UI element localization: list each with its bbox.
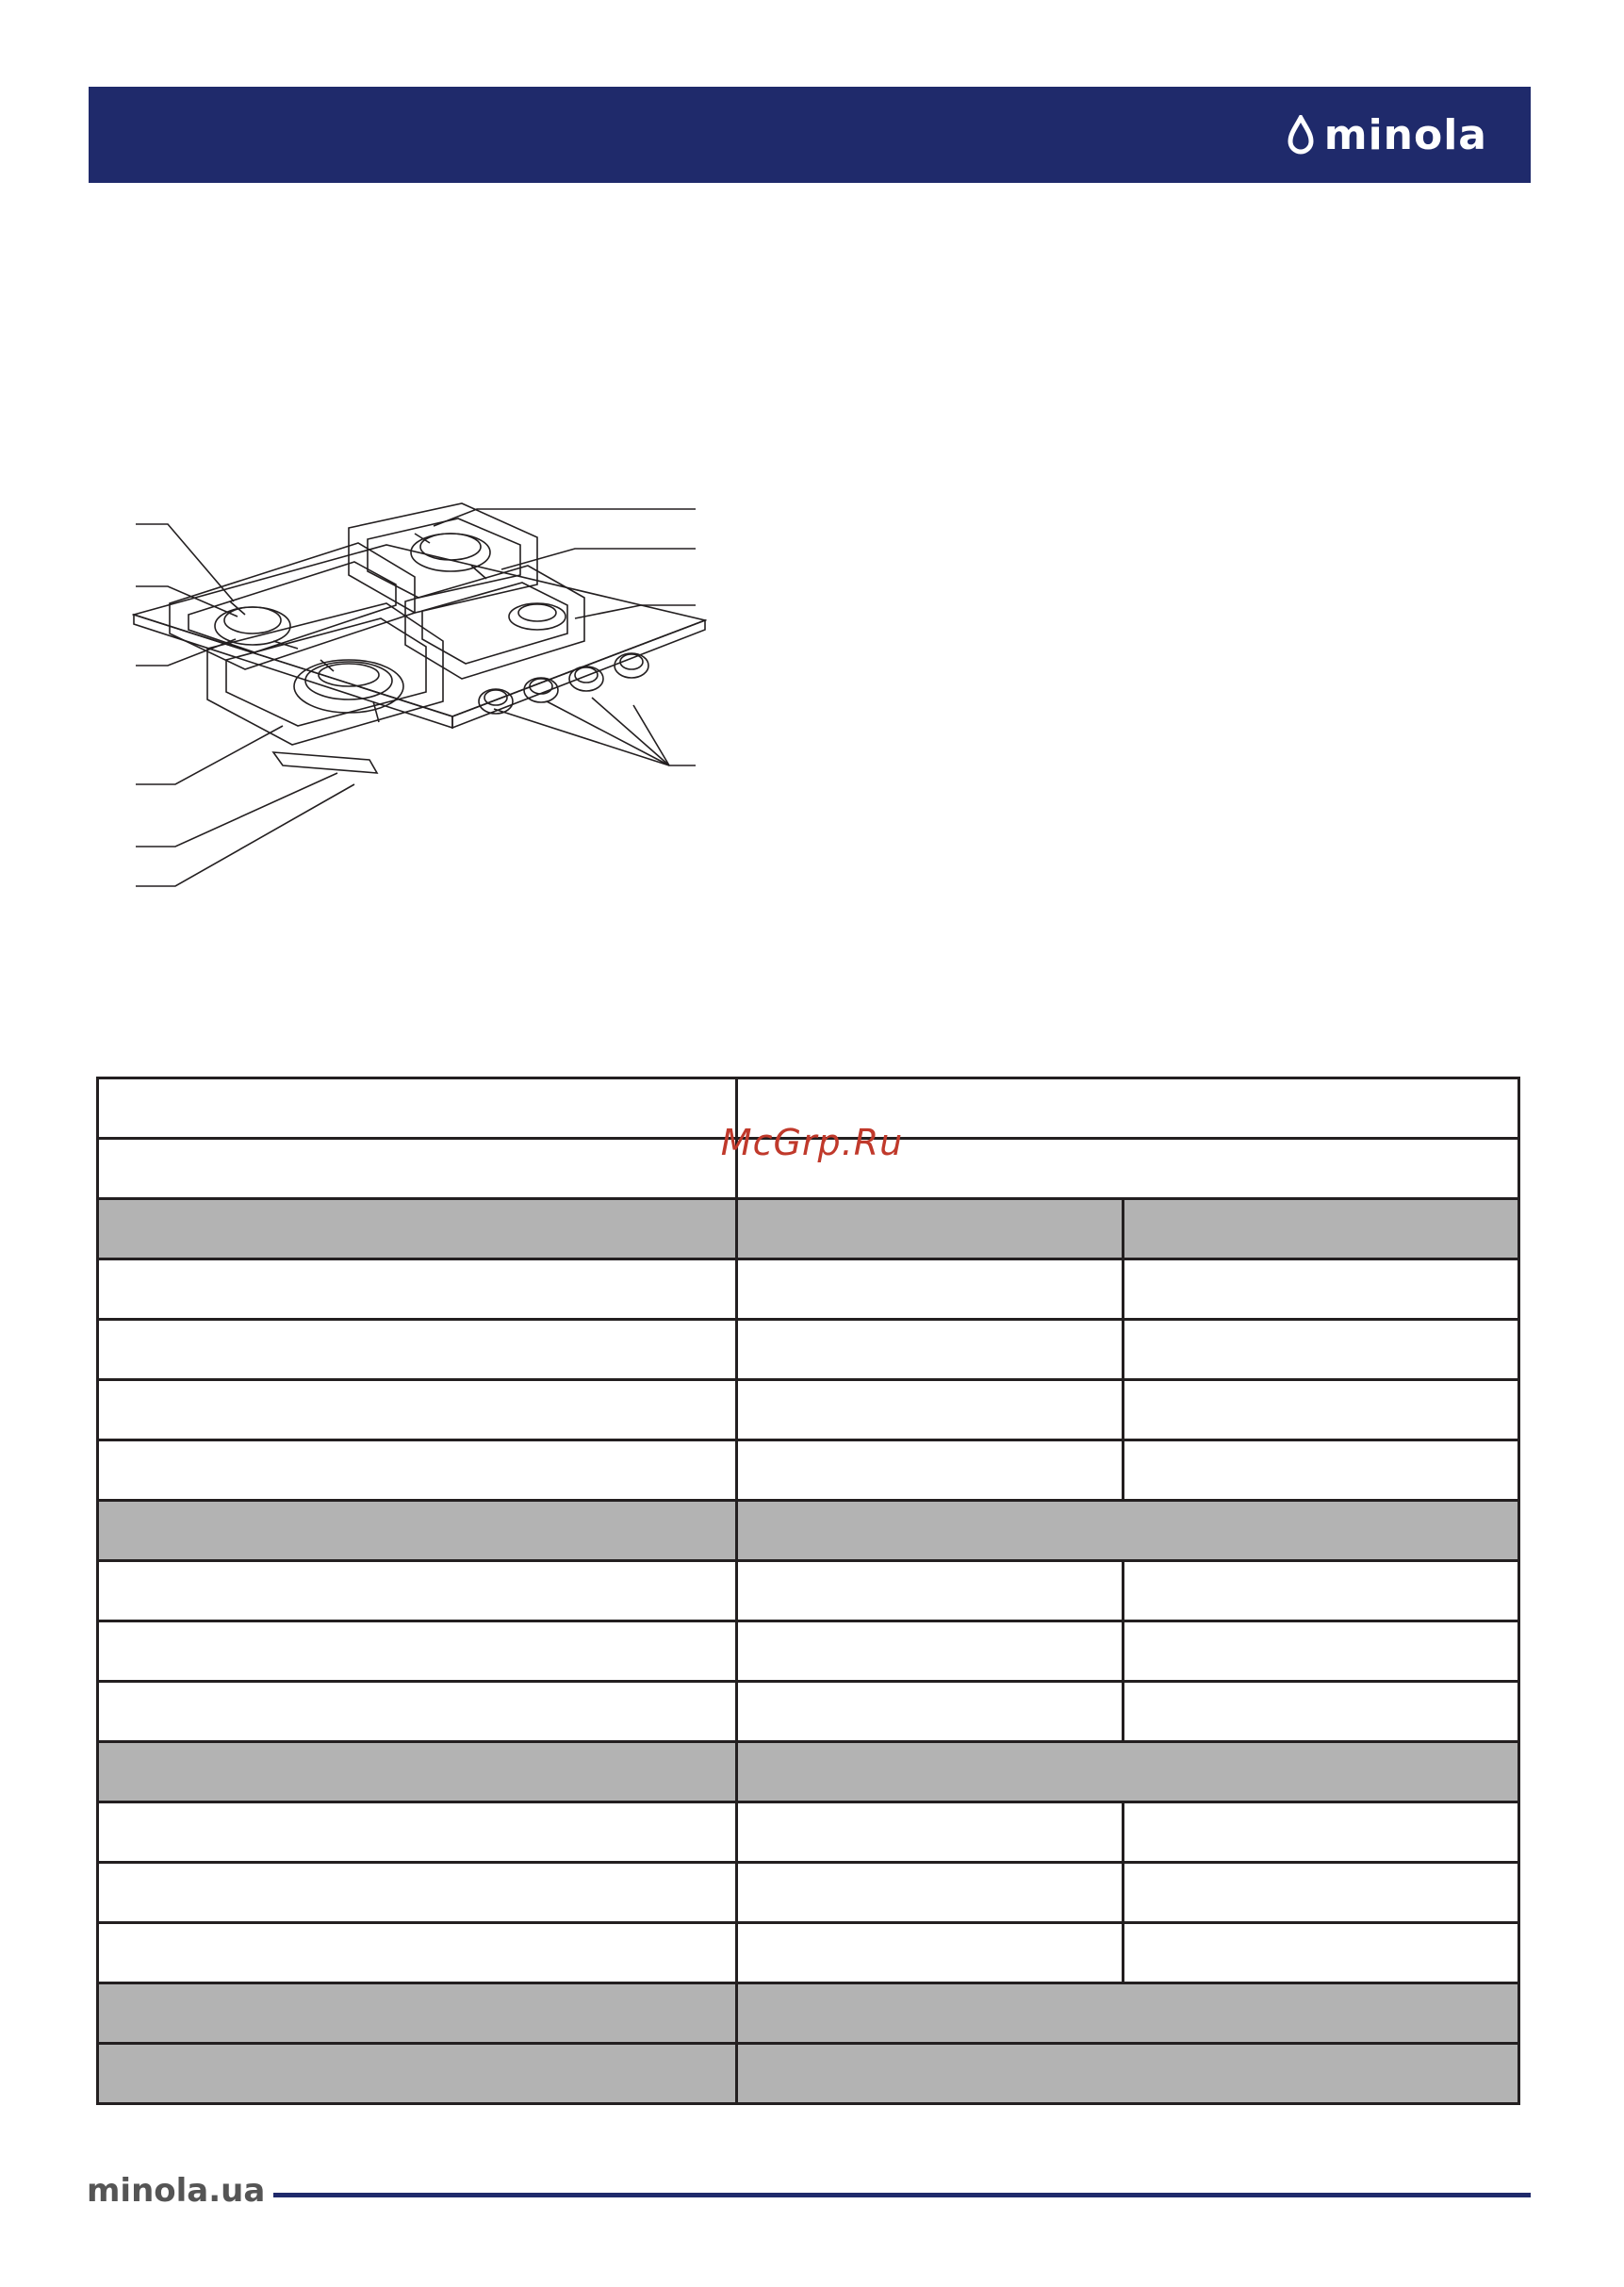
table-cell [98, 1863, 737, 1923]
table-cell [737, 1259, 1124, 1320]
table-row [98, 1440, 1519, 1501]
knob-3 [569, 666, 603, 691]
table-cell [1124, 1561, 1519, 1621]
callout-line-right-1 [434, 509, 696, 526]
footer-website: minola.ua [87, 2172, 266, 2210]
table-row [98, 1380, 1519, 1440]
table-cell [737, 1923, 1124, 1983]
callout-line-left-6 [136, 784, 354, 886]
table-cell [737, 1199, 1124, 1259]
table-cell [1124, 1863, 1519, 1923]
knob-2 [524, 678, 558, 702]
table-cell [98, 1320, 737, 1380]
table-cell [1124, 1259, 1519, 1320]
brand-name: minola [1323, 110, 1487, 159]
hob-plate [134, 545, 705, 716]
table-row [98, 1983, 1519, 2044]
table-cell [737, 1983, 1519, 2044]
table-cell [98, 1440, 737, 1501]
table-row [98, 1621, 1519, 1682]
footer-rule [273, 2193, 1531, 2197]
table-cell [737, 1380, 1124, 1440]
header-bar [89, 87, 1531, 183]
table-cell [98, 1199, 737, 1259]
table-cell [737, 2044, 1519, 2104]
brand-logo [1287, 107, 1487, 162]
table-cell [98, 1802, 737, 1863]
specification-table [96, 1077, 1520, 2105]
table-cell [737, 1320, 1124, 1380]
table-cell [1124, 1199, 1519, 1259]
table-cell [737, 1621, 1124, 1682]
callout-line-right-2 [501, 549, 696, 569]
drop-icon [1287, 115, 1315, 155]
table-cell [737, 1682, 1124, 1742]
table-row [98, 1259, 1519, 1320]
knob-4 [615, 653, 648, 678]
table-cell [98, 1259, 737, 1320]
table-cell [737, 1440, 1124, 1501]
table-cell [1124, 1320, 1519, 1380]
callout-line-left-4 [136, 726, 283, 784]
table-row [98, 1682, 1519, 1742]
table-cell [98, 1380, 737, 1440]
table-cell [98, 1561, 737, 1621]
hob-diagram [132, 500, 707, 905]
callout-line-left-1 [136, 524, 234, 601]
table-cell [737, 1863, 1124, 1923]
table-row [98, 1742, 1519, 1802]
table-cell [98, 1983, 737, 2044]
burner-right-front [509, 603, 566, 630]
table-row [98, 1501, 1519, 1561]
table-cell [737, 1742, 1519, 1802]
table-cell [98, 1682, 737, 1742]
table-row [98, 2044, 1519, 2104]
table-row [98, 1561, 1519, 1621]
table-cell [98, 1621, 737, 1682]
table-cell [737, 1561, 1124, 1621]
table-cell [1124, 1682, 1519, 1742]
table-row [98, 1923, 1519, 1983]
table-cell [1124, 1380, 1519, 1440]
table-cell [1124, 1440, 1519, 1501]
table-row [98, 1802, 1519, 1863]
table-cell [1124, 1621, 1519, 1682]
table-row [98, 1199, 1519, 1259]
callout-line-right-3 [575, 605, 696, 618]
table-row [98, 1320, 1519, 1380]
grate-right-front [405, 566, 584, 679]
grate-front [207, 603, 443, 745]
table-row [98, 1863, 1519, 1923]
table-cell [98, 1501, 737, 1561]
table-cell [98, 2044, 737, 2104]
table-cell [1124, 1802, 1519, 1863]
table-cell [737, 1802, 1124, 1863]
table-cell [1124, 1923, 1519, 1983]
table-cell [737, 1501, 1519, 1561]
watermark: McGrp.Ru [720, 1122, 904, 1163]
table-cell [98, 1742, 737, 1802]
table-cell [98, 1923, 737, 1983]
